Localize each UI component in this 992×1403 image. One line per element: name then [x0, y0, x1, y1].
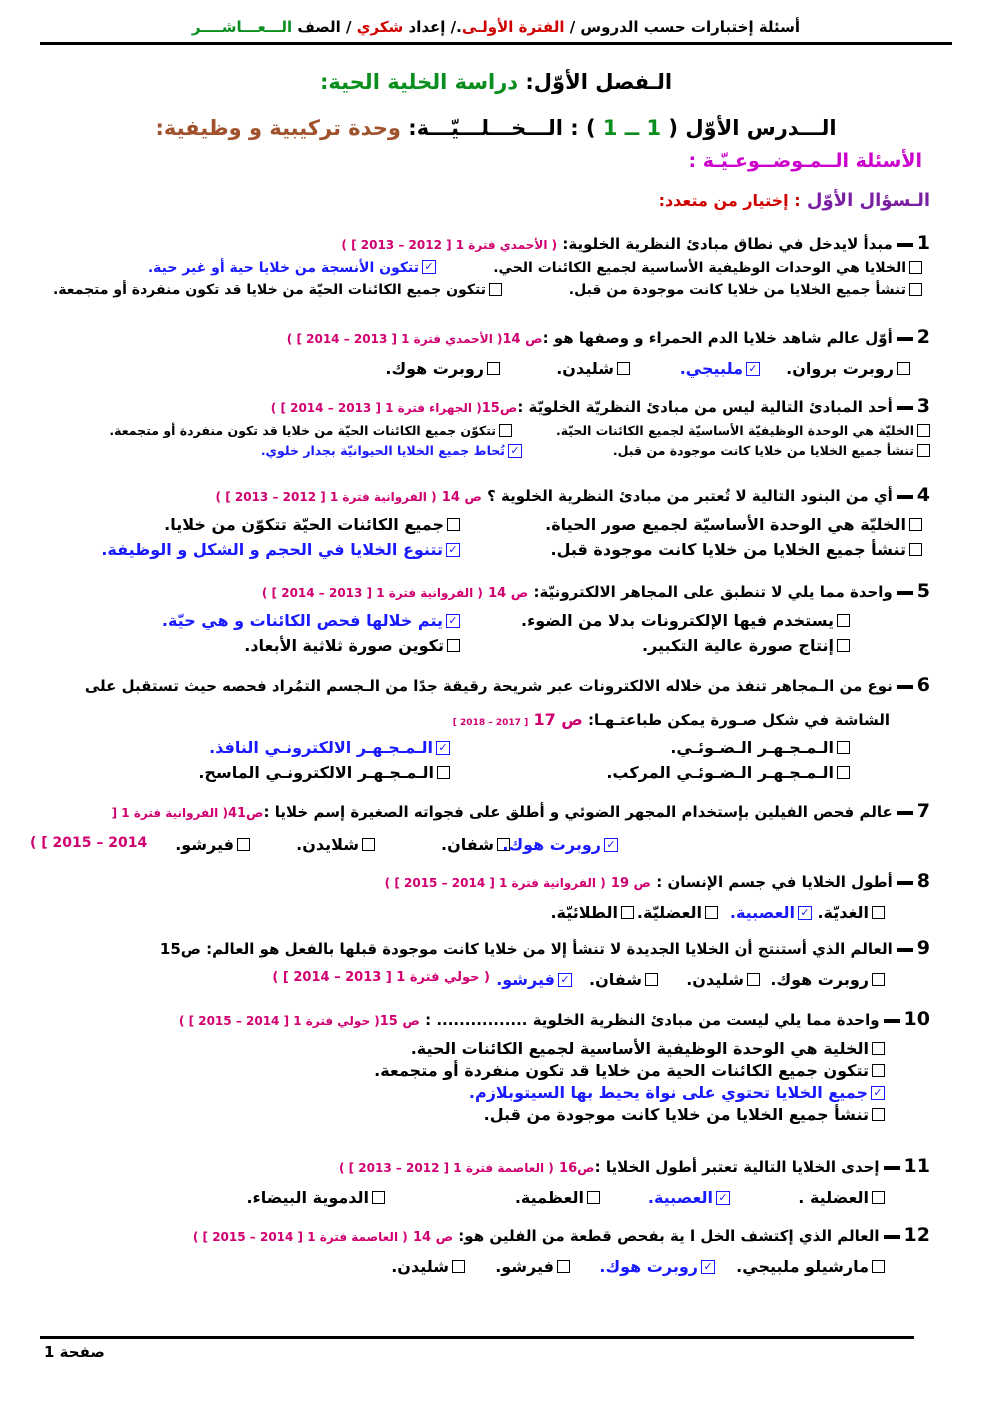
top-rule [40, 42, 952, 45]
header-text-3: / الصف [297, 18, 352, 36]
option-correct[interactable] [162, 611, 460, 630]
checkbox-icon [705, 906, 718, 919]
question-number: 7 [916, 800, 930, 822]
option-text: فيرشو. [496, 970, 555, 989]
option[interactable] [670, 738, 850, 757]
question-page: ص 14 [412, 1230, 454, 1245]
lesson-title [0, 116, 992, 140]
checkbox-icon [837, 766, 850, 779]
question-stem: إحدى الخلايا التالية تعتبر أطول الخلايا : [594, 1158, 880, 1176]
option[interactable] [109, 423, 512, 438]
checkbox-icon [362, 838, 375, 851]
option[interactable] [606, 763, 850, 782]
checked-box-icon: ✓ [422, 260, 436, 274]
question-6 [30, 674, 930, 788]
header-period: الفترة الأولـى [461, 18, 565, 36]
checkbox-icon [452, 1260, 465, 1273]
question-source: [ 2017 – 2018 ] [452, 718, 529, 728]
option-correct[interactable] [101, 540, 460, 559]
question-stem: أطول الخلايا في جسم الإنسان : [656, 873, 893, 891]
option-text: تنشأ جميع الخلايا من خلايا كانت موجودة من قبل. [612, 443, 914, 458]
checkbox-icon [617, 362, 630, 375]
option-text: جميع الخلايا تحتوي على نواة يحيط بها السيتوبلازم. [468, 1083, 868, 1102]
option-text: روبرت هوك. [385, 359, 484, 378]
option-text: شفان. [589, 970, 642, 989]
option-text: الخليّة هي الوحدة الأساسيّة لجميع صور الحياة. [545, 515, 906, 534]
option-text: تنشأ جميع الخلايا من خلايا كانت موجودة من قبل. [483, 1105, 869, 1124]
checked-box-icon: ✓ [604, 838, 618, 852]
option[interactable] [374, 1061, 885, 1080]
option-text: يتم خلالها فحص الكائنات و هي حيّة. [161, 611, 443, 630]
lesson-name: وحدة تركيبية و وظيفية: [155, 116, 401, 140]
option-text: ملبيجي. [679, 359, 743, 378]
question-number: 6 [916, 674, 930, 696]
option-text: الخلية هي الوحدة الوظيفية الأساسية لجميع الكائنات الحية. [410, 1039, 869, 1058]
option-correct[interactable] [680, 359, 760, 378]
option[interactable] [550, 540, 922, 559]
option-text: الخليّة هي الوحدة الوظيفيّة الأساسيّة لجميع الكائنات الحيّة. [555, 423, 914, 438]
option-correct[interactable] [261, 443, 522, 459]
option-text: الخلايا هي الوحدات الوظيفية الأساسية لجميع الكائنات الحي. [493, 260, 906, 276]
checkbox-icon [587, 1191, 600, 1204]
lesson-number: 1 ــ 1 [602, 116, 662, 140]
option[interactable] [296, 835, 375, 854]
option-text: العصبية. [647, 1188, 713, 1207]
checked-box-icon: ✓ [446, 543, 460, 557]
option-text: تكوين صورة ثلاثية الأبعاد. [244, 636, 444, 655]
question-stem: أوّل عالم شاهد خلايا الدم الحمراء و وصفها هو : [542, 329, 893, 347]
question-8 [40, 870, 930, 925]
section-subtitle: : إختيار من متعدد: [658, 191, 801, 210]
question-12 [40, 1224, 930, 1279]
option[interactable] [569, 282, 922, 298]
option-text: تنشأ جميع الخلايا من خلايا كانت موجودة قبل. [550, 540, 906, 559]
question-11 [40, 1155, 930, 1210]
question-3 [40, 395, 930, 463]
option[interactable] [385, 359, 500, 378]
option-text: تتنوع الخلايا في الحجم و الشكل و الوظيفة. [101, 540, 443, 559]
option-text: الـمـجـهـر الالكترونـي النافذ. [209, 738, 433, 757]
question-page: ص 19 [610, 876, 652, 891]
option-text: العضليّة. [636, 903, 702, 922]
checkbox-icon [872, 1191, 885, 1204]
checkbox-icon [872, 1042, 885, 1055]
option-text: تتكون جميع الكائنات الحية من خلايا قد تكون منفردة أو متجمعة. [374, 1061, 869, 1080]
option[interactable] [550, 903, 634, 922]
option[interactable] [637, 903, 718, 922]
question-number: 1 [916, 232, 930, 254]
option-text: إنتاج صورة عالية التكبير. [641, 636, 834, 655]
option[interactable] [521, 611, 850, 630]
option[interactable] [53, 282, 502, 298]
option[interactable] [642, 636, 850, 655]
checkbox-icon [621, 906, 634, 919]
checked-box-icon: ✓ [701, 1260, 715, 1274]
page-number: صفحة 1 [44, 1343, 105, 1361]
checked-box-icon: ✓ [508, 444, 522, 458]
question-number: 4 [916, 484, 930, 506]
question-stem: العالم الذي إكتشف الخل ا ية بفحص قطعة من الفلين هو: [458, 1227, 880, 1245]
option-text: العظمية. [514, 1188, 584, 1207]
question-page: ص41 [227, 806, 264, 821]
question-stem: مبدأ لايدخل في نطاق مبادئ النظرية الخلوية: [562, 235, 893, 253]
question-source: ( الفروانية فترة 1 [ 2013 – 2014 ] ) [261, 586, 483, 600]
option[interactable] [441, 835, 510, 854]
checked-box-icon: ✓ [798, 906, 812, 920]
option-correct[interactable] [502, 835, 618, 854]
question-number: 8 [916, 870, 930, 892]
option-text: تُحاط جميع الخلايا الحيوانيّة بجدار خلوي. [260, 443, 505, 458]
checkbox-icon [837, 741, 850, 754]
checkbox-icon [447, 639, 460, 652]
option[interactable] [198, 763, 450, 782]
option[interactable] [786, 359, 910, 378]
option[interactable] [798, 1188, 885, 1207]
option-text: تتكون الأنسجة من خلايا حية أو غير حية. [147, 260, 419, 276]
question-page: ص15 [481, 401, 518, 416]
question-5 [40, 580, 930, 661]
header-text-2: ./ إعداد [408, 18, 462, 36]
header-text: أسئلة إختبارات حسب الدروس / [569, 18, 801, 36]
checkbox-icon [917, 444, 930, 457]
question-10 [40, 1008, 930, 1127]
question-source: ( الفروانية فترة 1 [ [111, 806, 228, 820]
checkbox-icon [909, 543, 922, 556]
option-text: شليدن. [556, 359, 614, 378]
option-text: الـمـجـهـر الـضـوئـي المركب. [606, 763, 834, 782]
question-page: ص 14 [502, 332, 543, 347]
checkbox-icon [497, 838, 510, 851]
question-section-heading [659, 190, 930, 211]
option-text: روبرت هوك. [599, 1257, 698, 1276]
checkbox-icon [909, 518, 922, 531]
option-text: جميع الكائنات الحيّة تتكوّن من خلايا. [164, 515, 444, 534]
objective-heading: الأسئلة الــمـوضــوعـيّـة : [688, 150, 922, 172]
question-9 [40, 937, 930, 992]
option[interactable] [411, 1039, 885, 1058]
option-text: الـمـجـهـر الـضـوئـي. [670, 738, 834, 757]
question-page: ص 15 [379, 1014, 420, 1029]
chapter-title [0, 70, 992, 94]
option-text: فيرشو. [495, 1257, 554, 1276]
checkbox-icon [872, 1064, 885, 1077]
question-number: 5 [916, 580, 930, 602]
checked-box-icon: ✓ [746, 362, 760, 376]
checkbox-icon [837, 614, 850, 627]
question-source: ( حولي فترة 1 [ 2013 – 2014 ] ) [272, 970, 490, 985]
option-text: يستخدم فيها الإلكترونات بدلا من الضوء. [521, 611, 834, 630]
checkbox-icon [909, 261, 922, 274]
question-number: 3 [916, 395, 930, 417]
checkbox-icon [872, 973, 885, 986]
option-text: شليدن. [391, 1257, 449, 1276]
option[interactable] [686, 970, 760, 989]
option-text: تنشأ جميع الخلايا من خلايا كانت موجودة من قبل. [568, 282, 906, 298]
option-text: روبرت هوك. [502, 835, 601, 854]
checkbox-icon [747, 973, 760, 986]
option[interactable] [556, 423, 930, 438]
question-stem-2: الشاشة في شكل صـورة يمكن طباعتـهـا: [588, 711, 890, 729]
question-2 [40, 326, 930, 381]
checkbox-icon [909, 283, 922, 296]
checkbox-icon [897, 362, 910, 375]
option-correct[interactable] [730, 903, 812, 922]
option-text: شلايدن. [296, 835, 359, 854]
header-author: شكري [356, 18, 404, 36]
option[interactable] [175, 835, 250, 854]
question-7 [30, 800, 930, 860]
question-number: 12 [903, 1224, 930, 1246]
option[interactable] [613, 443, 930, 458]
checkbox-icon [917, 424, 930, 437]
checkbox-icon [489, 283, 502, 296]
option-correct[interactable] [148, 260, 436, 276]
question-number: 10 [903, 1008, 930, 1030]
question-source: ( الفروانية فترة 1 [ 2012 – 2013 ] ) [215, 490, 437, 504]
option[interactable] [495, 1257, 570, 1276]
option[interactable] [589, 970, 658, 989]
option-text: روبرت بروان. [786, 359, 894, 378]
question-source: ( العاصمة فترة 1 [ 2014 – 2015 ] ) [192, 1230, 408, 1244]
chapter-name: دراسة الخلية الحية: [319, 70, 519, 94]
option-text: الـمـجـهـر الالكترونـي الماسح. [198, 763, 434, 782]
option-text: الغديّة. [817, 903, 869, 922]
checkbox-icon [372, 1191, 385, 1204]
question-stem: واحدة مما يلي ليست من مبادئ النظرية الخلوية ................ : [425, 1011, 880, 1029]
option[interactable] [770, 970, 885, 989]
question-source: ( الفروانية فترة 1 [ 2014 – 2015 ] ) [384, 876, 606, 890]
option[interactable] [164, 515, 460, 534]
question-source: ( حولي فترة 1 [ 2014 – 2015 ] ) [178, 1014, 380, 1028]
checked-box-icon: ✓ [716, 1191, 730, 1205]
checkbox-icon [499, 424, 512, 437]
option-text: فيرشو. [175, 835, 234, 854]
option[interactable] [493, 260, 922, 276]
option[interactable] [391, 1257, 465, 1276]
option[interactable] [244, 636, 460, 655]
option-text: تتكوّن جميع الكائنات الحيّة من خلايا قد تكون منفردة أو متجمعة. [109, 423, 496, 438]
option-correct[interactable] [648, 1188, 730, 1207]
header-grade: الـــعـــاشــــر [191, 18, 293, 36]
question-page: ص16 [559, 1161, 595, 1176]
option[interactable] [736, 1257, 885, 1276]
question-source: ( الأحمدي فترة 1 [ 2012 – 2013 ] ) [341, 238, 558, 252]
question-page: ص 17 [533, 710, 583, 729]
option-text: مارشيلو ملبيجي. [736, 1257, 869, 1276]
question-source: ( الأحمدي فترة 1 [ 2013 – 2014 ] ) [286, 332, 503, 346]
chapter-label: الـفصل الأوّل: [525, 70, 673, 94]
question-source-2: 2014 – 2015 ] ) [30, 835, 148, 851]
question-number: 9 [916, 937, 930, 959]
checkbox-icon [487, 362, 500, 375]
question-stem: نوع من الـمجاهر تنفذ من خلاله الالكترونات عبر شريحة رقيقة جدًا من الـجسم التمُراد فحصه حيث تستقبل على [84, 677, 893, 695]
checkbox-icon [557, 1260, 570, 1273]
checkbox-icon [872, 1260, 885, 1273]
question-stem: واحدة مما يلي لا تنطبق على المجاهر الالكترونيّة: [533, 583, 893, 601]
option[interactable] [545, 515, 922, 534]
question-stem: أي من البنود التالية لا تُعتبر من مبادئ النظرية الخلوية ؟ [487, 487, 893, 505]
option-text: العضلية . [798, 1188, 869, 1207]
checked-box-icon: ✓ [871, 1086, 885, 1100]
question-source: ( العاصمة فترة 1 [ 2012 – 2013 ] ) [338, 1161, 554, 1175]
question-source: ( الجهراء فترة 1 [ 2013 – 2014 ] ) [270, 401, 482, 415]
checkbox-icon [437, 766, 450, 779]
question-stem: العالم الذي أستنتج أن الخلايا الجديدة لا تنشأ إلا من خلايا كانت موجودة قبلها بالفعل هو العالم: ص15 [159, 940, 893, 958]
option[interactable] [515, 1188, 600, 1207]
checkbox-icon [447, 518, 460, 531]
question-stem: عالم فحص الفيلين بإستخدام المجهر الضوئي و أطلق على فجواته الصغيرة إسم خلايا : [263, 803, 893, 821]
option-text: العصبية. [729, 903, 795, 922]
option[interactable] [556, 359, 630, 378]
option-correct[interactable] [496, 970, 572, 989]
question-number: 2 [916, 326, 930, 348]
checked-box-icon: ✓ [446, 614, 460, 628]
option-text: الطلائيّة. [550, 903, 618, 922]
option-correct[interactable] [599, 1257, 715, 1276]
checkbox-icon [837, 639, 850, 652]
checked-box-icon: ✓ [436, 741, 450, 755]
lesson-label-2: ) : الـــخـــلـــيّـــة: [408, 116, 596, 140]
checkbox-icon [872, 1108, 885, 1121]
option-text: شفان. [441, 835, 494, 854]
option-text: روبرت هوك. [770, 970, 869, 989]
question-stem: أحد المبادئ التالية ليس من مبادئ النظريّة الخلويّة : [517, 398, 893, 416]
section-label: الـسؤال الأوّل [806, 190, 930, 211]
question-page: ص 14 [488, 586, 529, 601]
option-text: الدموية البيضاء. [246, 1188, 369, 1207]
checked-box-icon: ✓ [558, 973, 572, 987]
checkbox-icon [645, 973, 658, 986]
option-correct[interactable] [209, 738, 450, 757]
option[interactable] [484, 1105, 885, 1124]
option[interactable] [817, 903, 885, 922]
option-text: تتكون جميع الكائنات الحيّة من خلايا قد تكون منفردة أو متجمعة. [52, 282, 486, 298]
option[interactable] [246, 1188, 385, 1207]
option-text: شليدن. [686, 970, 744, 989]
question-page: ص 14 [441, 490, 482, 505]
question-1 [40, 232, 930, 304]
bottom-rule [40, 1336, 914, 1339]
lesson-label: الـــدرس الأوّل ( [668, 116, 837, 140]
checkbox-icon [237, 838, 250, 851]
option-correct[interactable] [469, 1083, 885, 1102]
checkbox-icon [872, 906, 885, 919]
page-header [40, 18, 952, 36]
question-4 [40, 484, 930, 565]
question-number: 11 [903, 1155, 930, 1177]
